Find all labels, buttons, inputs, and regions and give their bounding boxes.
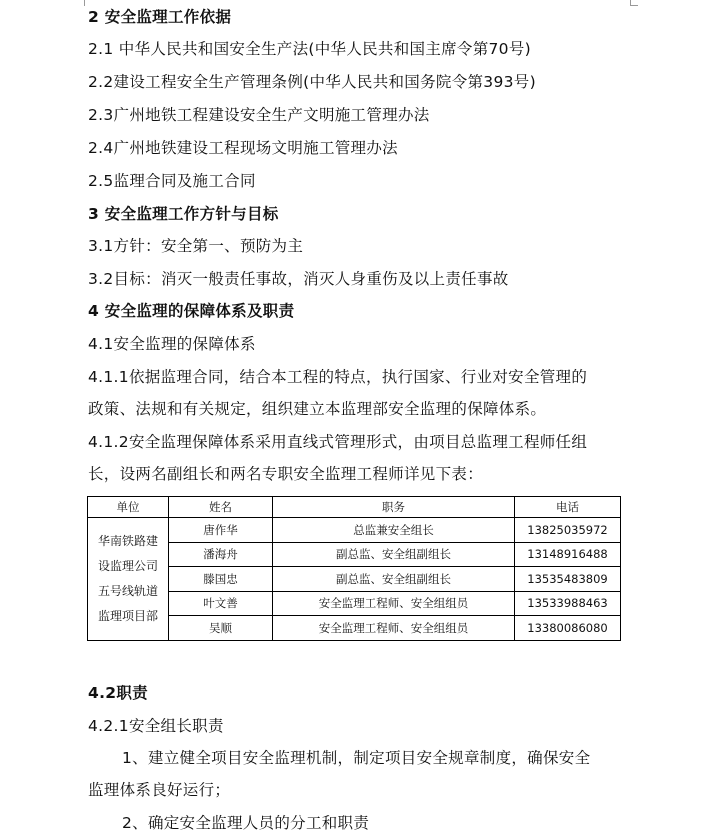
table-row: [88, 518, 621, 543]
role-cell: 副总监、安全组副组长: [273, 567, 515, 592]
table-header: 单位: [88, 497, 169, 518]
paragraph: 3.2目标：消灭一般责任事故，消灭人身重伤及以上责任事故: [88, 270, 509, 288]
table-header: 职务: [273, 497, 515, 518]
name-cell: 叶文善: [169, 591, 273, 616]
staff-table: [87, 496, 621, 641]
paragraph: 3.1方针：安全第一、预防为主: [88, 237, 304, 255]
role-cell: 副总监、安全组副组长: [273, 542, 515, 567]
paragraph: 1、建立健全项目安全监理机制，制定项目安全规章制度，确保安全: [122, 749, 591, 767]
unit-line: 设监理公司: [97, 558, 158, 573]
role-cell: 总监兼安全组长: [273, 518, 515, 543]
name-cell: 滕国忠: [169, 567, 273, 592]
name-cell: 潘海舟: [169, 542, 273, 567]
margin-mark: [630, 5, 638, 6]
name-cell: 唐作华: [169, 518, 273, 543]
table-header: 姓名: [169, 497, 273, 518]
paragraph: 政策、法规和有关规定，组织建立本监理部安全监理的保障体系。: [88, 400, 547, 418]
name-cell: 吴顺: [169, 616, 273, 641]
paragraph: 4.2.1安全组长职责: [88, 717, 224, 735]
paragraph: 2.1 中华人民共和国安全生产法(中华人民共和国主席令第70号): [88, 40, 531, 58]
phone-cell: 13825035972: [515, 518, 621, 543]
section-heading: 3 安全监理工作方针与目标: [88, 205, 279, 223]
phone-cell: 13148916488: [515, 542, 621, 567]
unit-line: 五号线轨道: [97, 583, 158, 598]
role-cell: 安全监理工程师、安全组组员: [273, 616, 515, 641]
paragraph: 4.1安全监理的保障体系: [88, 335, 256, 353]
phone-cell: 13535483809: [515, 567, 621, 592]
paragraph: 4.1.2安全监理保障体系采用直线式管理形式，由项目总监理工程师任组: [88, 433, 588, 451]
section-heading: 2 安全监理工作依据: [88, 8, 232, 26]
phone-cell: 13380086080: [515, 616, 621, 641]
section-heading: 4.2职责: [88, 684, 148, 702]
paragraph: 2.3广州地铁工程建设安全生产文明施工管理办法: [88, 106, 430, 124]
paragraph: 2.4广州地铁建设工程现场文明施工管理办法: [88, 139, 398, 157]
table-header-row: [88, 497, 621, 518]
section-heading: 4 安全监理的保障体系及职责: [88, 302, 295, 320]
paragraph: 长，设两名副组长和两名专职安全监理工程师详见下表：: [88, 465, 484, 483]
role-cell: 安全监理工程师、安全组组员: [273, 591, 515, 616]
unit-cell: [88, 518, 169, 641]
margin-mark: [84, 0, 85, 6]
table-header: 电话: [515, 497, 621, 518]
phone-cell: 13533988463: [515, 591, 621, 616]
paragraph: 2.5监理合同及施工合同: [88, 172, 256, 190]
paragraph: 2.2建设工程安全生产管理条例(中华人民共和国务院令第393号): [88, 73, 536, 91]
paragraph: 2、确定安全监理人员的分工和职责: [122, 814, 370, 832]
paragraph: 4.1.1依据监理合同，结合本工程的特点，执行国家、行业对安全管理的: [88, 368, 588, 386]
unit-line: 华南铁路建: [97, 533, 158, 548]
unit-line: 监理项目部: [97, 608, 158, 623]
paragraph: 监理体系良好运行；: [88, 781, 231, 799]
